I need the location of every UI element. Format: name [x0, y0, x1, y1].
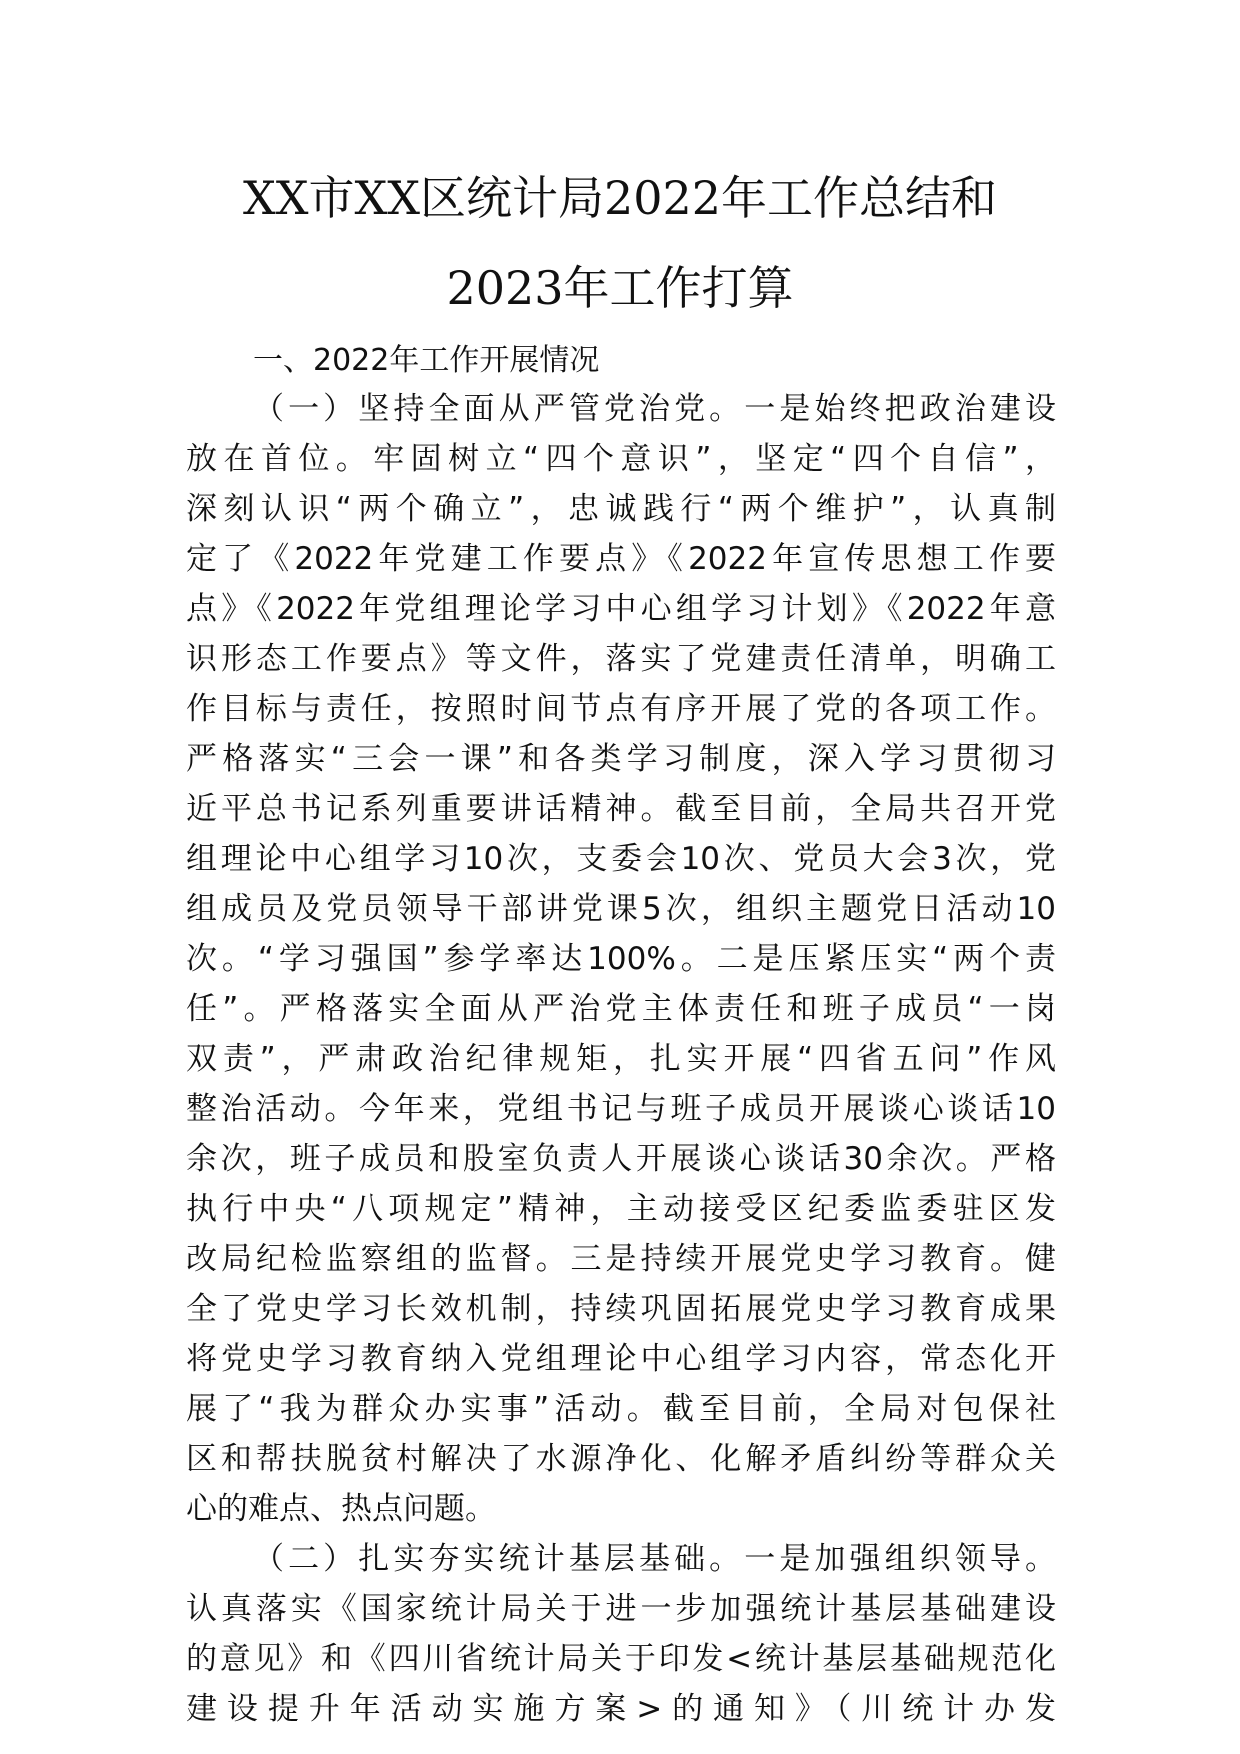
paragraph-line: 认真落实《国家统计局关于进一步加强统计基层基础建设	[186, 1591, 1056, 1627]
paragraph-line: 任”。严格落实全面从严治党主体责任和班子成员“一岗	[186, 991, 1056, 1027]
paragraph-line: 展了“我为群众办实事”活动。截至目前，全局对包保社	[186, 1391, 1056, 1427]
paragraph-line: （一）坚持全面从严管党治党。一是始终把政治建设	[253, 391, 1056, 427]
paragraph-line: 组成员及党员领导干部讲党课5次，组织主题党日活动10	[186, 891, 1056, 927]
paragraph-line: 余次，班子成员和股室负责人开展谈心谈话30余次。严格	[186, 1141, 1056, 1177]
paragraph-line: 放在首位。牢固树立“四个意识”，坚定“四个自信”，	[186, 441, 1056, 477]
document-title-line-2: 2023年工作打算	[446, 261, 794, 315]
paragraph-line: 严格落实“三会一课”和各类学习制度，深入学习贯彻习	[186, 741, 1056, 777]
paragraph-line: 点》《2022年党组理论学习中心组学习计划》《2022年意	[186, 591, 1056, 627]
paragraph-line: 改局纪检监察组的监督。三是持续开展党史学习教育。健	[186, 1241, 1056, 1277]
paragraph-line: 次。“学习强国”参学率达100%。二是压紧压实“两个责	[186, 941, 1056, 977]
paragraph-line: 深刻认识“两个确立”，忠诚践行“两个维护”，认真制	[186, 491, 1056, 527]
body-text	[186, 384, 1056, 1734]
paragraph-line: 双责”，严肃政治纪律规矩，扎实开展“四省五问”作风	[186, 1041, 1056, 1077]
paragraph-line: 识形态工作要点》等文件，落实了党建责任清单，明确工	[186, 641, 1056, 677]
paragraph-line: 全了党史学习长效机制，持续巩固拓展党史学习教育成果	[186, 1291, 1056, 1327]
paragraph-line: 整治活动。今年来，党组书记与班子成员开展谈心谈话10	[186, 1091, 1056, 1127]
paragraph-line: 定了《2022年党建工作要点》《2022年宣传思想工作要	[186, 541, 1056, 577]
paragraph-line: 组理论中心组学习10次，支委会10次、党员大会3次，党	[186, 841, 1056, 877]
document-title-line-1: XX市XX区统计局2022年工作总结和	[242, 171, 998, 225]
section-heading: 一、2022年工作开展情况	[253, 343, 600, 378]
paragraph-line: （二）扎实夯实统计基层基础。一是加强组织领导。	[253, 1541, 1056, 1577]
paragraph-line: 将党史学习教育纳入党组理论中心组学习内容，常态化开	[186, 1341, 1056, 1377]
paragraph-line: 执行中央“八项规定”精神，主动接受区纪委监委驻区发	[186, 1191, 1056, 1227]
paragraph-line: 作目标与责任，按照时间节点有序开展了党的各项工作。	[186, 691, 1056, 727]
paragraph-line: 建设提升年活动实施方案>的通知》（川统计办发	[186, 1691, 1056, 1727]
paragraph-line: 的意见》和《四川省统计局关于印发<统计基层基础规范化	[186, 1641, 1056, 1677]
paragraph-line: 心的难点、热点问题。	[186, 1491, 496, 1527]
paragraph-line: 近平总书记系列重要讲话精神。截至目前，全局共召开党	[186, 791, 1056, 827]
paragraph-line: 区和帮扶脱贫村解决了水源净化、化解矛盾纠纷等群众关	[186, 1441, 1056, 1477]
